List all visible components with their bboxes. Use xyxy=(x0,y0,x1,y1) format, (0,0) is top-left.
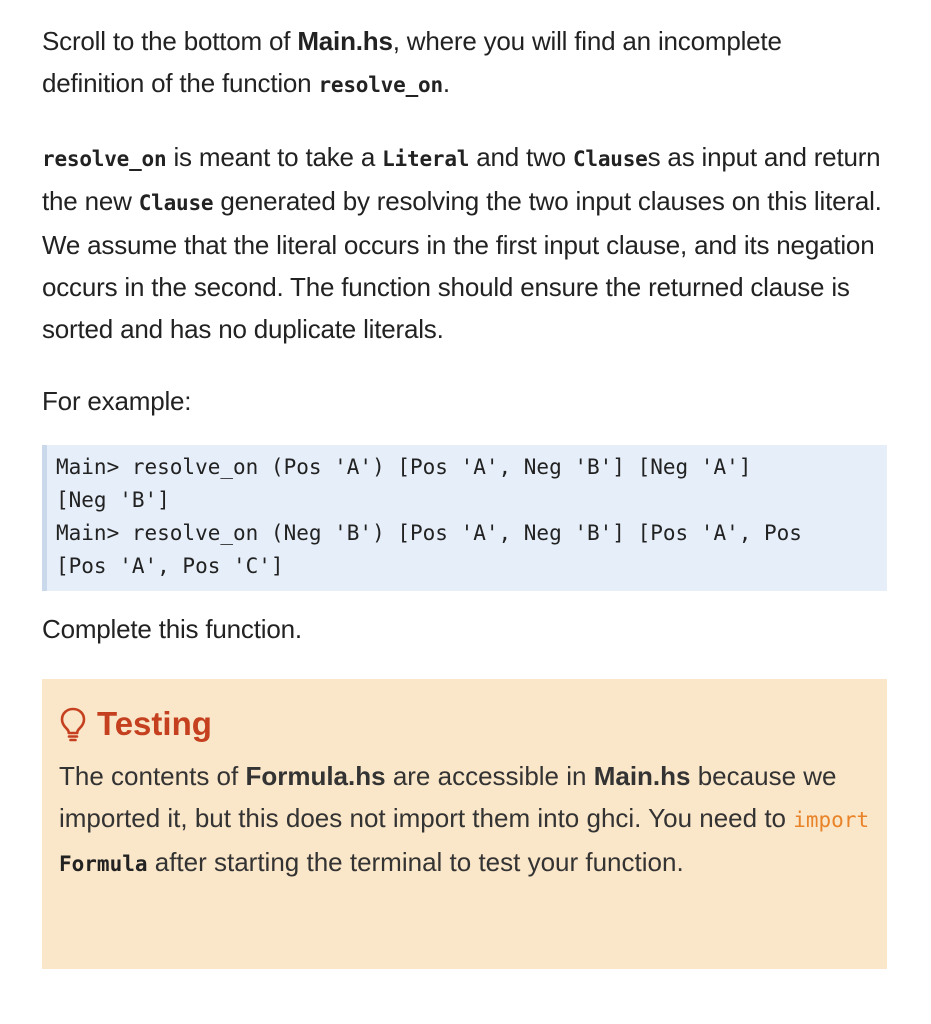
import-keyword-code: import xyxy=(793,808,870,832)
intro-paragraph xyxy=(42,20,887,106)
description-text-1: is meant to take a xyxy=(166,142,383,172)
intro-text-1: Scroll to the bottom of xyxy=(42,26,298,56)
resolve-on-code: resolve_on xyxy=(42,147,167,171)
article-content xyxy=(42,20,887,969)
lightbulb-icon xyxy=(59,706,87,742)
callout-text-1: The contents of xyxy=(59,761,246,791)
code-line: Main> resolve_on (Pos 'A') [Pos 'A', Neg 'B'] [Neg 'A'] xyxy=(56,455,752,479)
formula-file-name: Formula.hs xyxy=(245,761,386,791)
resolve-on-code: resolve_on xyxy=(318,73,443,97)
intro-text-3: . xyxy=(442,68,450,98)
formula-module-code: Formula xyxy=(59,852,148,876)
clause-type-code: Clause xyxy=(138,191,214,215)
main-file-name: Main.hs xyxy=(593,761,691,791)
code-example-block xyxy=(42,445,887,591)
code-line: Main> resolve_on (Neg 'B') [Pos 'A', Neg 'B'] [Pos 'A', Pos xyxy=(56,521,802,545)
callout-text-4: after starting the terminal to test your function. xyxy=(147,847,684,877)
example-label: For example: xyxy=(42,386,192,416)
callout-text-3: because we imported it, but this does not import them into ghci. You need to xyxy=(59,761,837,833)
clause-type-code: Clause xyxy=(572,147,648,171)
code-line: [Pos 'A', Pos 'C'] xyxy=(56,554,284,578)
testing-callout xyxy=(42,679,887,969)
callout-header xyxy=(59,703,870,745)
code-line: [Neg 'B'] xyxy=(56,488,170,512)
literal-type-code: Literal xyxy=(382,147,470,171)
callout-body xyxy=(59,755,870,885)
description-text-4: generated by resolving the two input clauses on this literal. We assume that the literal occurs in the first input clause, and its negation occurs in the second. The function should ensure the returned clause is sorted and has no duplicate literals. xyxy=(42,186,882,344)
complete-instruction: Complete this function. xyxy=(42,614,302,644)
intro-text-2: , where you will find an incomplete definition of the function xyxy=(42,26,782,98)
description-text-3: s as input and return the new xyxy=(42,142,881,216)
description-text-2: and two xyxy=(469,142,573,172)
main-file-name: Main.hs xyxy=(297,26,393,56)
description-paragraph xyxy=(42,136,887,350)
callout-text-2: are accessible in xyxy=(385,761,594,791)
callout-title: Testing xyxy=(97,705,212,742)
